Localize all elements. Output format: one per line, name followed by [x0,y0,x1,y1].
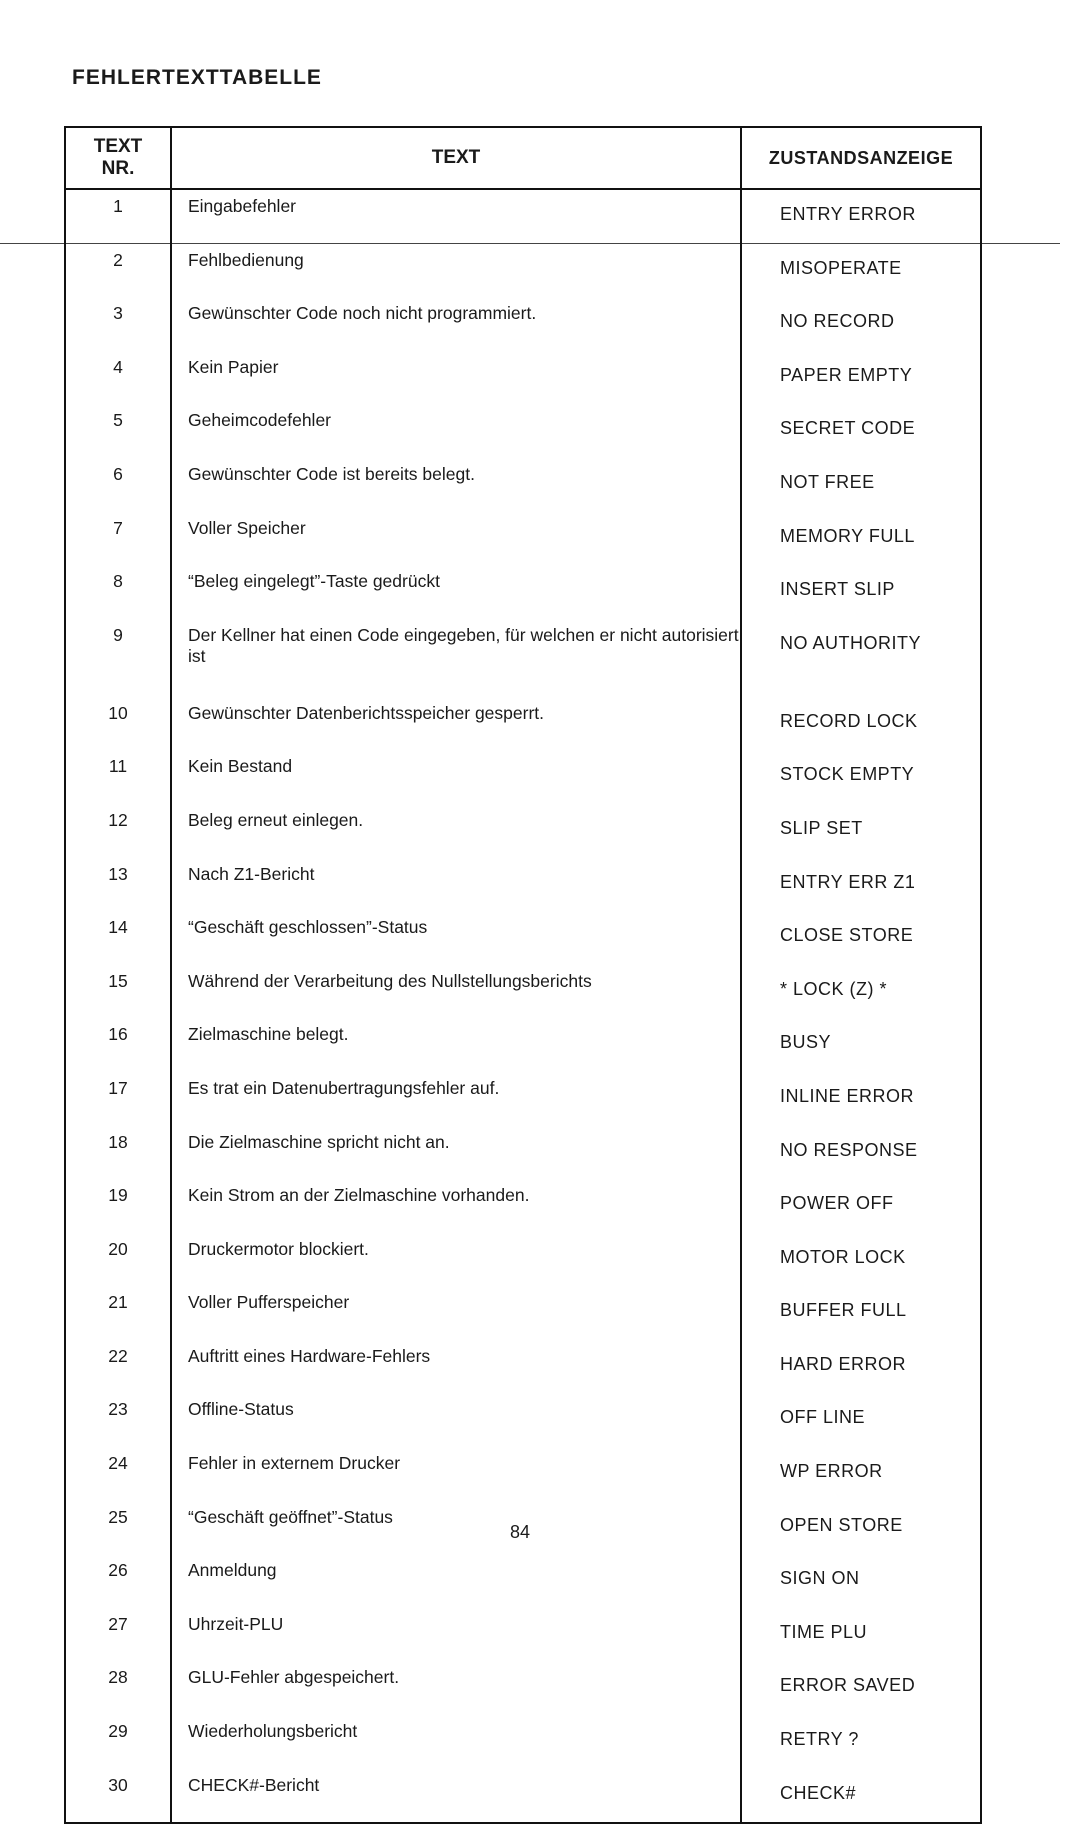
table-row [65,1715,981,1769]
table-row [65,965,981,1019]
row-number: 21 [65,1286,171,1340]
row-number: 4 [65,351,171,405]
row-status: MISOPERATE [741,244,981,298]
table-row [65,244,981,298]
table-row [65,1286,981,1340]
row-status: ERROR SAVED [741,1661,981,1715]
row-status: SLIP SET [741,804,981,858]
table-row [65,1340,981,1394]
table-row [65,1447,981,1501]
row-text: Eingabefehler [171,189,741,244]
row-status: NO RESPONSE [741,1126,981,1180]
row-text: CHECK#-Bericht [171,1769,741,1824]
row-number: 1 [65,189,171,244]
row-text: Kein Bestand [171,750,741,804]
row-text: Voller Pufferspeicher [171,1286,741,1340]
row-status: NO AUTHORITY [741,619,981,697]
row-status: NOT FREE [741,458,981,512]
table-body [65,189,981,1823]
header-zustandsanzeige: ZUSTANDSANZEIGE [741,127,981,189]
row-number: 12 [65,804,171,858]
row-text: Auftritt eines Hardware-Fehlers [171,1340,741,1394]
table-row [65,697,981,751]
table-row [65,1769,981,1824]
row-status: POWER OFF [741,1179,981,1233]
row-status: NO RECORD [741,297,981,351]
table-row [65,458,981,512]
row-number: 2 [65,244,171,298]
table-row [65,565,981,619]
table-row [65,1072,981,1126]
table-row [65,619,981,697]
row-status: RECORD LOCK [741,697,981,751]
table-row [65,189,981,244]
row-number: 27 [65,1608,171,1662]
error-text-table [64,126,982,1824]
row-text: Geheimcodefehler [171,404,741,458]
row-status: OFF LINE [741,1393,981,1447]
row-status: STOCK EMPTY [741,750,981,804]
row-status: WP ERROR [741,1447,981,1501]
row-status: RETRY ? [741,1715,981,1769]
row-number: 13 [65,858,171,912]
table-row [65,858,981,912]
row-number: 15 [65,965,171,1019]
row-status: INLINE ERROR [741,1072,981,1126]
row-status: MEMORY FULL [741,512,981,566]
row-text: Gewünschter Code noch nicht programmiert. [171,297,741,351]
table-header-row [65,127,981,189]
row-number: 23 [65,1393,171,1447]
row-status: MOTOR LOCK [741,1233,981,1287]
row-number: 17 [65,1072,171,1126]
row-text: Die Zielmaschine spricht nicht an. [171,1126,741,1180]
row-text: Anmeldung [171,1554,741,1608]
header-text: TEXT [171,127,741,189]
table-row [65,351,981,405]
row-status: SIGN ON [741,1554,981,1608]
row-status: ENTRY ERROR [741,189,981,244]
row-status: OPEN STORE [741,1501,981,1555]
row-text: Wiederholungsbericht [171,1715,741,1769]
page-title: FEHLERTEXTTABELLE [72,66,322,89]
row-text: Nach Z1-Bericht [171,858,741,912]
row-number: 25 [65,1501,171,1555]
row-text: GLU-Fehler abgespeichert. [171,1661,741,1715]
row-status: PAPER EMPTY [741,351,981,405]
row-status: TIME PLU [741,1608,981,1662]
row-number: 20 [65,1233,171,1287]
row-text: Kein Papier [171,351,741,405]
header-text-nr-label: TEXT NR. [93,136,143,179]
table-row [65,1233,981,1287]
page-number: 84 [509,1522,531,1542]
row-number: 8 [65,565,171,619]
row-number: 24 [65,1447,171,1501]
header-text-nr [65,127,171,189]
row-number: 5 [65,404,171,458]
row-number: 3 [65,297,171,351]
row-number: 10 [65,697,171,751]
row-text: Voller Speicher [171,512,741,566]
row-text: Druckermotor blockiert. [171,1233,741,1287]
row-number: 28 [65,1661,171,1715]
row-status: HARD ERROR [741,1340,981,1394]
row-number: 6 [65,458,171,512]
row-text: Fehler in externem Drucker [171,1447,741,1501]
table-row [65,1393,981,1447]
row-status: BUSY [741,1018,981,1072]
row-status: INSERT SLIP [741,565,981,619]
row-status: ENTRY ERR Z1 [741,858,981,912]
row-text: “Geschäft geöffnet”-Status [171,1501,741,1555]
table-row [65,512,981,566]
row-number: 29 [65,1715,171,1769]
table-row [65,804,981,858]
table-row [65,1608,981,1662]
row-number: 14 [65,911,171,965]
row-number: 9 [65,619,171,697]
table-row [65,750,981,804]
row-status: SECRET CODE [741,404,981,458]
row-status: CLOSE STORE [741,911,981,965]
row-status: CHECK# [741,1769,981,1824]
table-row [65,1661,981,1715]
table-row [65,1179,981,1233]
row-text: Beleg erneut einlegen. [171,804,741,858]
row-status: * LOCK (Z) * [741,965,981,1019]
row-number: 26 [65,1554,171,1608]
table-row [65,911,981,965]
table-row [65,297,981,351]
row-number: 16 [65,1018,171,1072]
row-text: Zielmaschine belegt. [171,1018,741,1072]
row-text: Kein Strom an der Zielmaschine vorhanden. [171,1179,741,1233]
table-row [65,404,981,458]
table-row [65,1126,981,1180]
row-text: Gewünschter Code ist bereits belegt. [171,458,741,512]
row-text: Während der Verarbeitung des Nullstellungsberichts [171,965,741,1019]
row-status: BUFFER FULL [741,1286,981,1340]
row-number: 11 [65,750,171,804]
row-text: “Geschäft geschlossen”-Status [171,911,741,965]
row-number: 30 [65,1769,171,1824]
row-text: Fehlbedienung [171,244,741,298]
row-text: “Beleg eingelegt”-Taste gedrückt [171,565,741,619]
row-number: 22 [65,1340,171,1394]
table-row [65,1018,981,1072]
row-text: Uhrzeit-PLU [171,1608,741,1662]
row-text: Der Kellner hat einen Code eingegeben, für welchen er nicht autorisiert ist [171,619,741,697]
row-number: 7 [65,512,171,566]
row-number: 19 [65,1179,171,1233]
row-text: Gewünschter Datenberichtsspeicher gesperrt. [171,697,741,751]
row-text: Es trat ein Datenubertragungsfehler auf. [171,1072,741,1126]
row-number: 18 [65,1126,171,1180]
row-text: Offline-Status [171,1393,741,1447]
